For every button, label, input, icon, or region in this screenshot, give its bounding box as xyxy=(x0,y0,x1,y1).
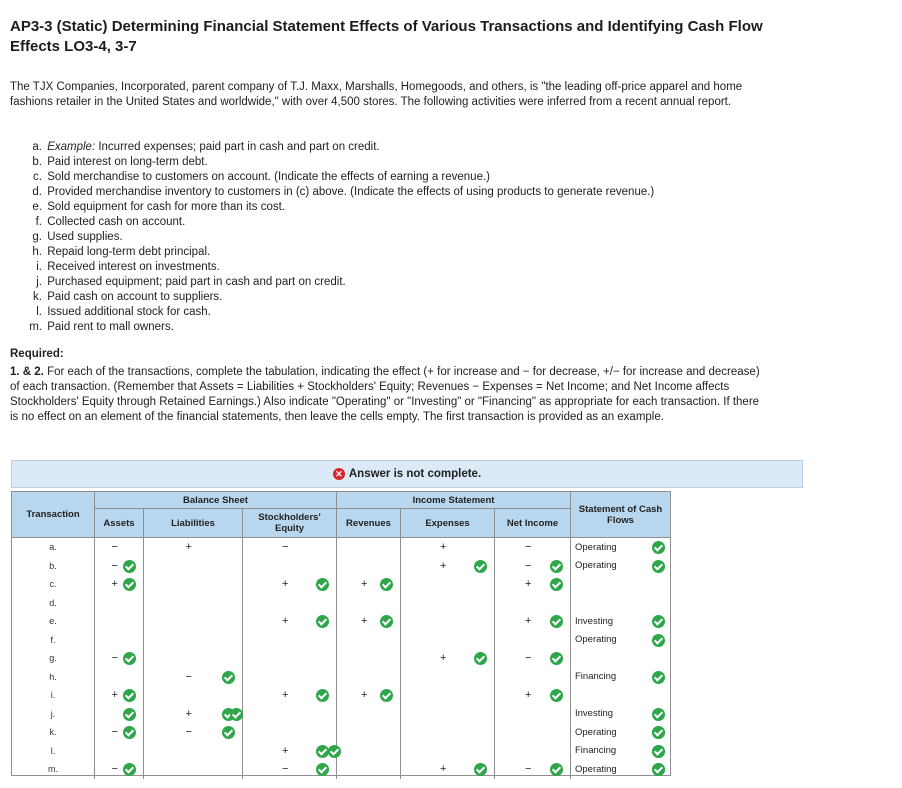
activity-item xyxy=(28,215,654,230)
check-icon xyxy=(550,578,563,591)
activity-text: Collected cash on account. xyxy=(47,216,186,228)
revenues-cell[interactable] xyxy=(337,631,401,650)
transaction-cell: k. xyxy=(12,723,95,742)
banner-text: Answer is not complete. xyxy=(348,468,482,480)
check-icon xyxy=(123,708,136,721)
answer-status-banner xyxy=(11,460,803,488)
cash-flow-cell[interactable] xyxy=(571,705,670,724)
activity-item xyxy=(28,275,654,290)
activity-item xyxy=(28,230,654,245)
activity-item xyxy=(28,170,654,185)
effect-value: + xyxy=(440,763,447,775)
check-icon xyxy=(380,615,393,628)
cash-flow-value: Operating xyxy=(575,541,617,553)
activity-text: Issued additional stock for cash. xyxy=(47,306,211,318)
revenues-cell[interactable] xyxy=(337,668,401,687)
net-income-cell[interactable] xyxy=(495,649,571,668)
cash-flow-cell[interactable] xyxy=(571,649,670,668)
liabilities-cell[interactable] xyxy=(144,594,243,613)
effect-value: + xyxy=(525,578,532,590)
revenues-cell[interactable] xyxy=(337,557,401,576)
effect-value: − xyxy=(525,541,532,553)
net-income-cell[interactable] xyxy=(495,594,571,613)
effect-value: + xyxy=(185,541,192,553)
net-income-cell[interactable] xyxy=(495,723,571,742)
revenues-cell[interactable] xyxy=(337,538,401,557)
assets-cell[interactable] xyxy=(95,612,144,631)
transaction-cell: l. xyxy=(12,742,95,761)
activity-text: Repaid long-term debt principal. xyxy=(47,246,211,258)
cash-flow-cell[interactable] xyxy=(571,668,670,687)
check-icon xyxy=(222,726,235,739)
activity-item xyxy=(28,305,654,320)
effect-value: + xyxy=(282,578,289,590)
check-icon xyxy=(316,615,329,628)
header-expenses: Expenses xyxy=(401,509,495,538)
activity-item xyxy=(28,155,654,170)
transaction-cell: j. xyxy=(12,705,95,724)
activity-item xyxy=(28,200,654,215)
assets-cell[interactable] xyxy=(95,649,144,668)
header-transaction: Transaction xyxy=(12,492,95,538)
effect-value: − xyxy=(185,670,192,683)
transaction-cell: g. xyxy=(12,649,95,668)
revenues-cell[interactable] xyxy=(337,594,401,613)
liabilities-cell[interactable] xyxy=(144,557,243,576)
activity-letter: a. xyxy=(32,141,42,153)
effect-value: + xyxy=(111,689,118,701)
expenses-cell[interactable] xyxy=(401,760,495,779)
header-net-income: Net Income xyxy=(495,509,571,538)
activity-text: Paid cash on account to suppliers. xyxy=(47,291,223,303)
check-icon xyxy=(123,578,136,591)
transaction-cell: m. xyxy=(12,760,95,779)
check-icon xyxy=(550,652,563,665)
activity-text: Sold equipment for cash for more than its cost. xyxy=(47,201,285,213)
check-icon xyxy=(652,745,665,758)
effect-value: + xyxy=(525,615,532,627)
check-icon xyxy=(550,560,563,573)
effect-value: + xyxy=(282,615,289,627)
required-heading: Required: xyxy=(10,348,64,360)
equity-cell[interactable] xyxy=(243,649,337,668)
activity-text: Used supplies. xyxy=(47,231,123,243)
net-income-cell[interactable] xyxy=(495,668,571,687)
header-income-statement: Income Statement xyxy=(337,492,571,509)
check-icon xyxy=(652,763,665,776)
net-income-cell[interactable] xyxy=(495,686,571,705)
expenses-cell[interactable] xyxy=(401,575,495,594)
transaction-cell: c. xyxy=(12,575,95,594)
effect-value: + xyxy=(185,707,192,720)
effect-value: + xyxy=(440,652,447,664)
assets-cell[interactable] xyxy=(95,575,144,594)
transaction-cell: b. xyxy=(12,557,95,576)
cash-flow-cell[interactable] xyxy=(571,612,670,631)
transaction-cell: f. xyxy=(12,631,95,650)
cash-flow-cell[interactable] xyxy=(571,575,670,594)
assets-cell[interactable] xyxy=(95,723,144,742)
effect-value: − xyxy=(525,559,532,572)
expenses-cell[interactable] xyxy=(401,705,495,724)
activity-letter: k. xyxy=(33,291,42,303)
equity-cell[interactable] xyxy=(243,612,337,631)
effect-value: + xyxy=(361,578,368,590)
check-icon xyxy=(123,726,136,739)
liabilities-cell[interactable] xyxy=(144,668,243,687)
error-icon: ✕ xyxy=(333,468,345,480)
effect-value: + xyxy=(361,615,368,627)
activity-text: Received interest on investments. xyxy=(47,261,220,273)
page-title: AP3-3 (Static) Determining Financial Statement Effects of Various Transactions and Identifying Cash Flow Effects LO3-4, 3-7 xyxy=(10,18,763,55)
cash-flow-cell[interactable] xyxy=(571,594,670,613)
equity-cell[interactable] xyxy=(243,705,337,724)
net-income-cell[interactable] xyxy=(495,557,571,576)
expenses-cell[interactable] xyxy=(401,538,495,557)
activity-text: Provided merchandise inventory to customers in (c) above. (Indicate the effects of using products to generate revenue.) xyxy=(47,186,655,198)
assets-cell[interactable] xyxy=(95,686,144,705)
activity-item xyxy=(28,140,654,155)
assets-cell[interactable] xyxy=(95,557,144,576)
activity-letter: b. xyxy=(32,156,42,168)
check-icon xyxy=(652,708,665,721)
expenses-cell[interactable] xyxy=(401,557,495,576)
activity-letter: j. xyxy=(36,276,42,288)
effect-value: − xyxy=(185,726,192,738)
cash-flow-value: Operating xyxy=(575,634,617,646)
transaction-cell: d. xyxy=(12,594,95,613)
equity-cell[interactable] xyxy=(243,538,337,557)
activity-letter: l. xyxy=(36,306,42,318)
check-icon xyxy=(123,689,136,702)
activity-letter: g. xyxy=(32,231,42,243)
header-assets: Assets xyxy=(95,509,144,538)
effect-value: + xyxy=(282,689,289,701)
check-icon xyxy=(222,671,235,684)
activity-text: Paid interest on long-term debt. xyxy=(47,156,208,168)
check-icon xyxy=(474,652,487,665)
transaction-cell: h. xyxy=(12,668,95,687)
activity-text: Sold merchandise to customers on account. (Indicate the effects of earning a revenue.) xyxy=(47,171,490,183)
effect-value: + xyxy=(111,578,118,590)
liabilities-cell[interactable] xyxy=(144,760,243,779)
liabilities-cell[interactable] xyxy=(144,705,243,724)
revenues-cell[interactable] xyxy=(337,742,401,761)
equity-cell[interactable] xyxy=(243,742,337,761)
check-icon xyxy=(380,689,393,702)
liabilities-cell[interactable] xyxy=(144,575,243,594)
revenues-cell[interactable] xyxy=(337,705,401,724)
cash-flow-value: Operating xyxy=(575,763,617,775)
net-income-cell[interactable] xyxy=(495,538,571,557)
cash-flow-cell[interactable] xyxy=(571,557,670,576)
effect-value: − xyxy=(525,652,532,664)
check-icon xyxy=(316,763,329,776)
check-icon xyxy=(652,726,665,739)
equity-cell[interactable] xyxy=(243,686,337,705)
equity-cell[interactable] xyxy=(243,594,337,613)
activity-item xyxy=(28,320,654,335)
effect-value: − xyxy=(282,541,289,553)
activity-text: Paid rent to mall owners. xyxy=(47,321,174,333)
cash-flow-value: Financing xyxy=(575,671,617,683)
transaction-cell: a. xyxy=(12,538,95,557)
cash-flow-value: Operating xyxy=(575,560,617,572)
expenses-cell[interactable] xyxy=(401,686,495,705)
activity-item xyxy=(28,185,654,200)
activity-item xyxy=(28,260,654,275)
intro-paragraph: The TJX Companies, Incorporated, parent company of T.J. Maxx, Marshalls, Homegoods, and others, is "the leading off-price apparel and home fashions retailer in the United States and worldwide," with over 4,500 stores. The following activities were inferred from a recent annual report. xyxy=(10,81,743,108)
check-icon xyxy=(123,560,136,573)
effect-value: − xyxy=(525,763,532,775)
activity-list xyxy=(28,140,654,335)
cash-flow-value: Operating xyxy=(575,726,617,738)
activity-letter: d. xyxy=(32,186,42,198)
cash-flow-cell[interactable] xyxy=(571,686,670,705)
effect-value: + xyxy=(525,689,532,701)
activity-text: Purchased equipment; paid part in cash and part on credit. xyxy=(47,276,346,288)
check-icon xyxy=(550,615,563,628)
revenues-cell[interactable] xyxy=(337,760,401,779)
check-icon xyxy=(652,615,665,628)
check-icon xyxy=(652,634,665,647)
liabilities-cell[interactable] xyxy=(144,631,243,650)
transaction-cell: i. xyxy=(12,686,95,705)
net-income-cell[interactable] xyxy=(495,575,571,594)
activity-letter: h. xyxy=(32,246,42,258)
revenues-cell[interactable] xyxy=(337,575,401,594)
expenses-cell[interactable] xyxy=(401,668,495,687)
effect-value: − xyxy=(282,763,289,775)
header-cash-flows: Statement of Cash Flows xyxy=(571,492,670,538)
check-icon xyxy=(123,763,136,776)
required-text: For each of the transactions, complete the tabulation, indicating the effect (+ for increase and − for decrease, +/− for increase and decrease) of each transaction. (Remember that Assets = Liabilities + Stockholders' Equity; Revenues − Expenses = Net Income; and Net Income affects Stockholders' Equity through Retained Earnings.) Also indicate "Operating" or "Investing" or "Financing" as appropriate for each transaction. If there is no effect on an element of the financial statements, then leave the cells empty. The first transaction is provided as an example. xyxy=(10,366,760,423)
check-icon xyxy=(652,541,665,554)
header-liabilities: Liabilities xyxy=(144,509,243,538)
assets-cell[interactable] xyxy=(95,760,144,779)
header-balance-sheet: Balance Sheet xyxy=(95,492,337,509)
check-icon xyxy=(550,763,563,776)
header-equity: Stockholders' Equity xyxy=(243,509,337,538)
activity-letter: f. xyxy=(35,216,42,228)
check-icon xyxy=(652,560,665,573)
assets-cell[interactable] xyxy=(95,705,144,724)
example-label: Example: xyxy=(47,141,96,153)
net-income-cell[interactable] xyxy=(495,742,571,761)
check-icon xyxy=(474,763,487,776)
effect-value: + xyxy=(361,689,368,701)
net-income-cell[interactable] xyxy=(495,705,571,724)
transaction-cell: e. xyxy=(12,612,95,631)
effect-value: − xyxy=(111,559,118,572)
equity-cell[interactable] xyxy=(243,760,337,779)
revenues-cell[interactable] xyxy=(337,649,401,668)
revenues-cell[interactable] xyxy=(337,723,401,742)
effect-value: + xyxy=(282,744,289,757)
liabilities-cell[interactable] xyxy=(144,742,243,761)
effect-value: − xyxy=(111,763,118,775)
check-icon xyxy=(380,578,393,591)
effect-value: − xyxy=(111,726,118,738)
revenues-cell[interactable] xyxy=(337,686,401,705)
liabilities-cell[interactable] xyxy=(144,723,243,742)
effect-value: − xyxy=(111,652,118,664)
required-number: 1. & 2. xyxy=(10,366,44,378)
cash-flow-value: Investing xyxy=(575,708,614,720)
activity-letter: e. xyxy=(32,201,42,213)
equity-cell[interactable] xyxy=(243,668,337,687)
activity-letter: m. xyxy=(29,321,42,333)
expenses-cell[interactable] xyxy=(401,723,495,742)
check-icon xyxy=(123,652,136,665)
net-income-cell[interactable] xyxy=(495,612,571,631)
assets-cell[interactable] xyxy=(95,538,144,557)
liabilities-cell[interactable] xyxy=(144,538,243,557)
assets-cell[interactable] xyxy=(95,668,144,687)
expenses-cell[interactable] xyxy=(401,631,495,650)
activity-text: Incurred expenses; paid part in cash and part on credit. xyxy=(95,141,380,153)
equity-cell[interactable] xyxy=(243,575,337,594)
cash-flow-cell[interactable] xyxy=(571,538,670,557)
liabilities-cell[interactable] xyxy=(144,649,243,668)
assets-cell[interactable] xyxy=(95,631,144,650)
cash-flow-cell[interactable] xyxy=(571,631,670,650)
expenses-cell[interactable] xyxy=(401,742,495,761)
assets-cell[interactable] xyxy=(95,594,144,613)
required-instructions xyxy=(10,365,770,425)
check-icon xyxy=(328,745,341,758)
check-icon xyxy=(316,689,329,702)
assets-cell[interactable] xyxy=(95,742,144,761)
effect-value: + xyxy=(440,541,447,553)
check-icon xyxy=(316,578,329,591)
check-icon xyxy=(474,560,487,573)
activity-item xyxy=(28,245,654,260)
effect-value: + xyxy=(440,559,447,572)
cash-flow-value: Financing xyxy=(575,745,617,757)
liabilities-cell[interactable] xyxy=(144,612,243,631)
equity-cell[interactable] xyxy=(243,557,337,576)
equity-cell[interactable] xyxy=(243,723,337,742)
expenses-cell[interactable] xyxy=(401,594,495,613)
liabilities-cell[interactable] xyxy=(144,686,243,705)
net-income-cell[interactable] xyxy=(495,631,571,650)
expenses-cell[interactable] xyxy=(401,612,495,631)
check-icon xyxy=(230,708,243,721)
expenses-cell[interactable] xyxy=(401,649,495,668)
activity-item xyxy=(28,290,654,305)
check-icon xyxy=(550,689,563,702)
activity-letter: i. xyxy=(36,261,42,273)
activity-letter: c. xyxy=(33,171,42,183)
header-revenues: Revenues xyxy=(337,509,401,538)
check-icon xyxy=(652,671,665,684)
equity-cell[interactable] xyxy=(243,631,337,650)
revenues-cell[interactable] xyxy=(337,612,401,631)
effect-value: − xyxy=(111,541,118,553)
cash-flow-value: Investing xyxy=(575,615,614,627)
tabulation-table xyxy=(11,491,671,776)
net-income-cell[interactable] xyxy=(495,760,571,779)
